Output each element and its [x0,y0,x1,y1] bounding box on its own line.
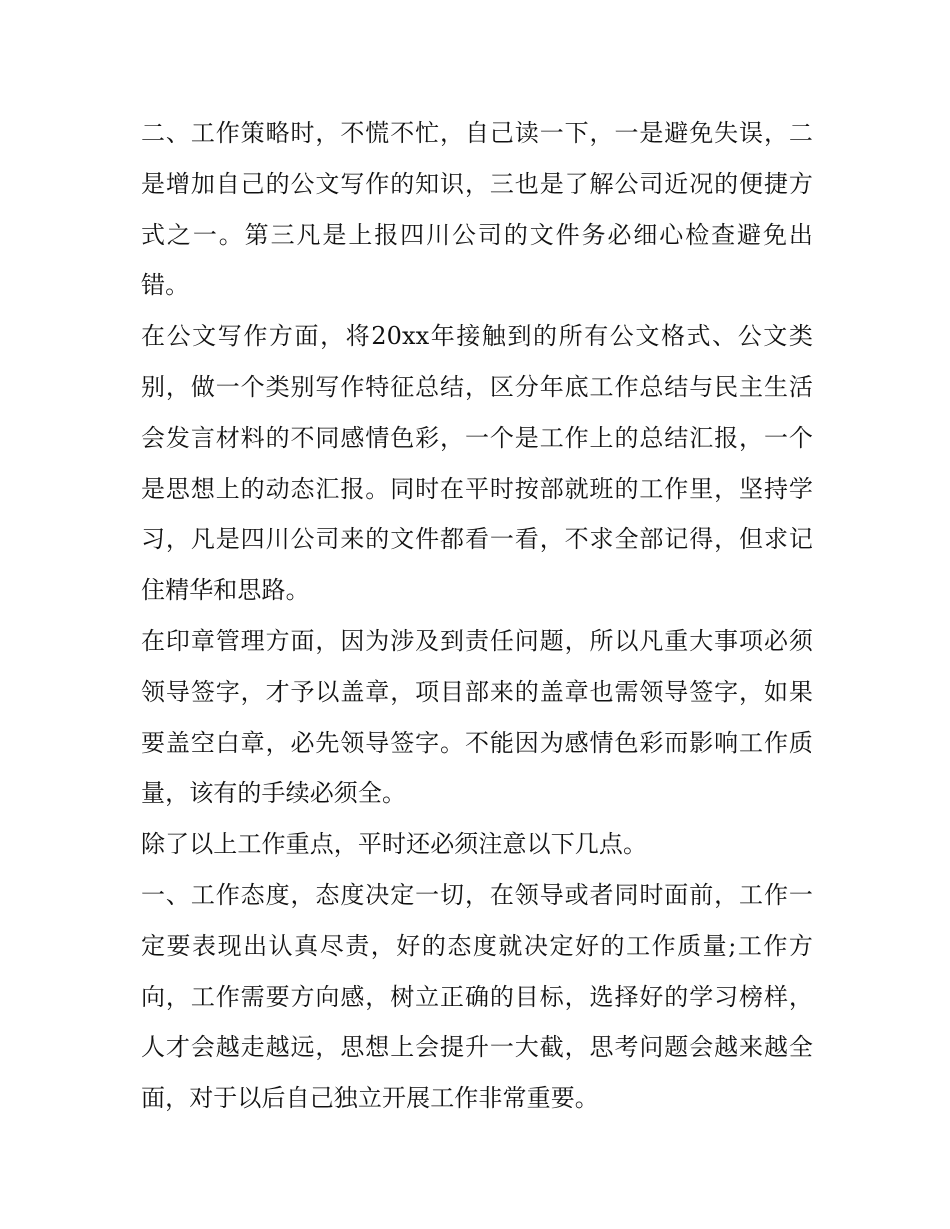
paragraph-additional-points: 除了以上工作重点，平时还必须注意以下几点。 [141,830,648,859]
paragraph-document-writing: 在公文写作方面，将20xx年接触到的所有公文格式、公文类别，做一个类别写作特征总结，区分年底工作总结与民主生活会发言材料的不同感情色彩，一个是工作上的总结汇报，一个是思想上的动态汇报。同时在平时按部就班的工作里，坚持学习，凡是四川公司来的文件都看一看，不求全部记得，但求记住精华和思路。 [141,322,813,605]
paragraph-seal-management: 在印章管理方面，因为涉及到责任问题，所以凡重大事项必须领导签字，才予以盖章，项目部来的盖章也需领导签字，如果要盖空白章，必先领导签字。不能因为感情色彩而影响工作质量，该有的手续必须全。 [141,626,813,808]
paragraph-work-strategy: 二、工作策略时，不慌不忙，自己读一下，一是避免失误，二是增加自己的公文写作的知识，三也是了解公司近况的便捷方式之一。第三凡是上报四川公司的文件务必细心检查避免出错。 [141,119,813,300]
document-body [141,108,813,1124]
paragraph-work-attitude: 一、工作态度，态度决定一切，在领导或者同时面前，工作一定要表现出认真尽责，好的态度就决定好的工作质量;工作方向，工作需要方向感，树立正确的目标，选择好的学习榜样，人才会越走越远，思想上会提升一大截，思考问题会越来越全面，对于以后自己独立开展工作非常重要。 [141,880,813,1113]
